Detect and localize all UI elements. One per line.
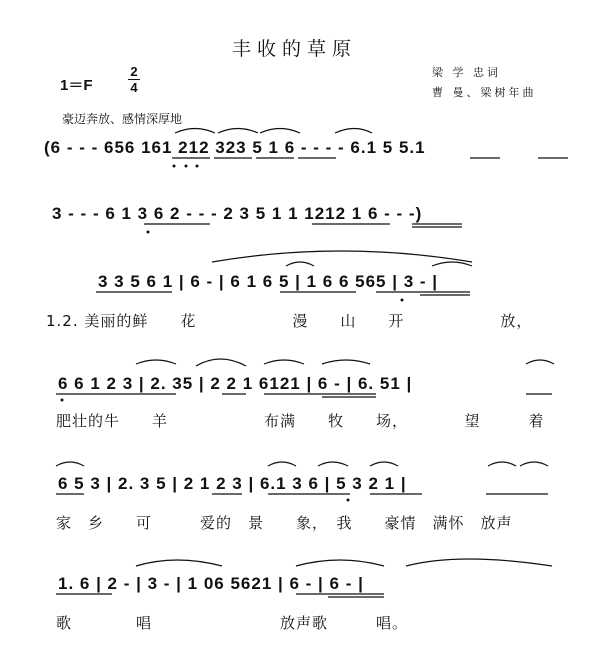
lower-octave-dot	[347, 499, 350, 502]
slur-mark	[318, 462, 348, 466]
staff-lyrics-4: 歌 唱 放声歌 唱。	[56, 614, 409, 632]
slur-mark	[56, 462, 84, 466]
staff-lyrics-2: 肥壮的牛 羊 布满 牧 场， 望 着	[56, 412, 545, 430]
lower-octave-dot	[147, 231, 150, 234]
key-signature: 1＝F	[60, 77, 93, 94]
lower-octave-dot	[61, 399, 64, 402]
slur-mark	[526, 360, 554, 364]
composer-credit: 曹 曼、梁树年曲	[432, 86, 537, 99]
lower-octave-dot	[196, 165, 199, 168]
slur-mark	[136, 360, 176, 364]
slur-mark	[520, 462, 548, 466]
lower-octave-dot	[401, 299, 404, 302]
intro-notation-line-2: 3 - - - 6 1 3 6 2 - - - 2 3 5 1 1 1212 1 6 - - -)	[52, 204, 423, 223]
slur-mark	[296, 560, 384, 566]
slur-mark	[136, 560, 222, 566]
slur-mark	[268, 462, 296, 466]
staff-lyrics-3: 家 乡 可 爱的 景 象， 我 豪情 满怀 放声	[56, 514, 513, 532]
slur-mark	[488, 462, 516, 466]
song-title: 丰收的草原	[232, 38, 358, 60]
slur-mark	[175, 129, 215, 134]
slur-mark	[212, 251, 472, 262]
lower-octave-dot	[185, 165, 188, 168]
staff-lyrics-1: 1.2. 美丽的鲜 花 漫 山 开 放，	[46, 312, 533, 330]
expression-marking: 豪迈奔放、感情深厚地	[62, 112, 183, 126]
slur-mark	[264, 360, 304, 364]
slur-mark	[406, 559, 552, 566]
slur-mark	[322, 360, 370, 364]
slur-mark	[370, 462, 398, 466]
meter-denominator: 4	[130, 80, 138, 95]
lower-octave-dot	[173, 165, 176, 168]
slur-mark	[196, 359, 246, 366]
lyricist-credit: 梁 学 忠词	[432, 66, 501, 79]
slur-mark	[218, 129, 258, 134]
staff-notes-2: 6 6 1 2 3 | 2. 35 | 2 2 1 6121 | 6 - | 6. 51 |	[58, 374, 413, 393]
slur-mark	[335, 129, 372, 134]
meter-numerator: 2	[130, 64, 138, 79]
slur-mark	[432, 262, 472, 266]
staff-notes-4: 1. 6 | 2 - | 3 - | 1 06 5621 | 6 - | 6 - |	[58, 574, 364, 593]
staff-notes-3: 6 5 3 | 2. 3 5 | 2 1 2 3 | 6.1 3 6 | 5 3 2 1 |	[58, 474, 407, 493]
slur-mark	[260, 129, 300, 134]
staff-notes-1: 3 3 5 6 1 | 6 - | 6 1 6 5 | 1 6 6 565 | 3 - |	[98, 272, 439, 291]
slur-mark	[286, 262, 314, 266]
intro-notation-line-1: (6 - - - 656 161 212 323 5 1 6 - - - - 6.1 5 5.1	[44, 138, 426, 157]
